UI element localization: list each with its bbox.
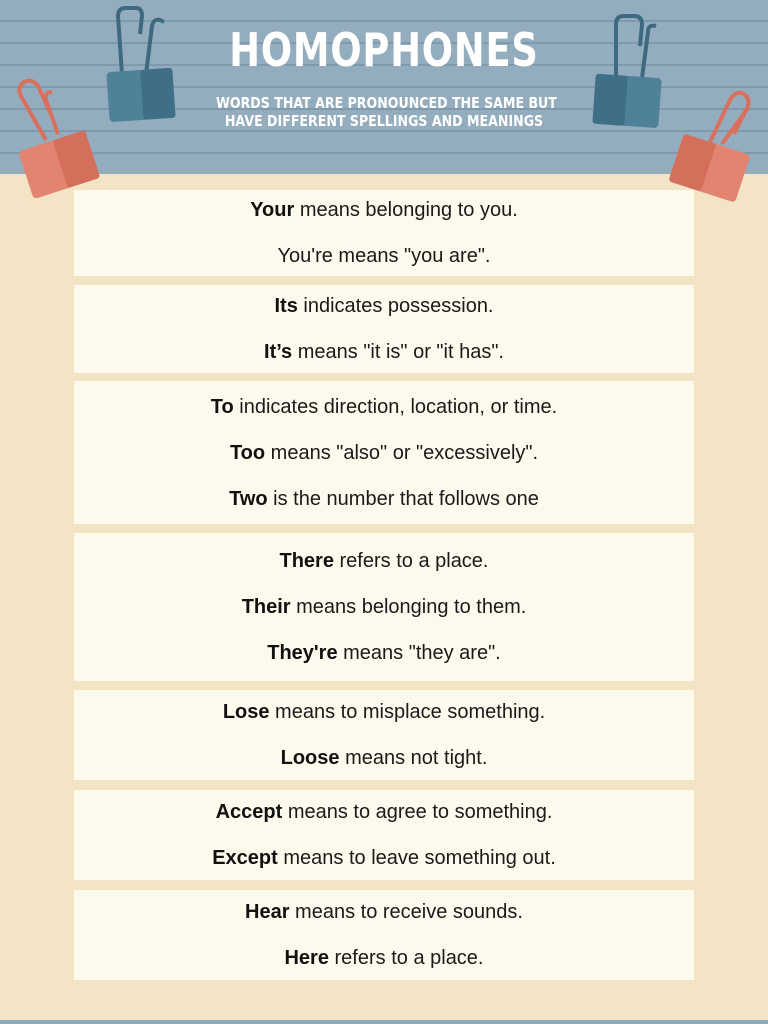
homophone-card-hear-here: [74, 890, 694, 980]
page-subtitle: [216, 94, 557, 130]
term: Your: [250, 199, 295, 221]
definition-line: [74, 689, 694, 735]
definition-line: [74, 329, 694, 375]
term: Its: [274, 295, 298, 317]
term: Loose: [280, 747, 340, 769]
definition-line: [74, 384, 694, 430]
definition-line: [74, 735, 694, 781]
definition-line: [74, 538, 694, 584]
term: They're: [267, 642, 338, 664]
binder-clip-icon: [586, 10, 670, 136]
definition-line: [74, 584, 694, 630]
definition: means to misplace something.: [269, 701, 546, 723]
subtitle-line-2: HAVE DIFFERENT SPELLINGS AND MEANINGS: [224, 112, 544, 130]
term: Too: [229, 441, 266, 464]
definition-line: [74, 233, 694, 279]
definition: means to receive sounds.: [289, 901, 523, 923]
term: Lose: [222, 701, 270, 723]
definition: refers to a place.: [328, 947, 484, 969]
definition-line: [74, 889, 694, 935]
definition-line: [74, 476, 694, 522]
definition: means belonging to you.: [294, 199, 518, 221]
definition: You're means "you are".: [277, 245, 491, 267]
homophone-card-its: [74, 285, 694, 373]
definition: means to leave something out.: [277, 847, 556, 869]
term: There: [279, 550, 334, 572]
homophone-card-accept-except: [74, 790, 694, 880]
term: Their: [241, 596, 291, 618]
definition-line: [74, 430, 694, 476]
definition: means "they are".: [337, 642, 501, 664]
definition: means "also" or "excessively".: [265, 441, 539, 464]
term: Accept: [215, 801, 283, 823]
definition-line: [74, 789, 694, 835]
subtitle-line-1: WORDS THAT ARE PRONOUNCED THE SAME BUT: [216, 94, 557, 112]
term: Here: [284, 947, 329, 969]
definition-line: [74, 283, 694, 329]
binder-clip-icon: [100, 4, 184, 130]
definition: means not tight.: [339, 747, 488, 769]
term: Except: [212, 847, 278, 869]
definition-line: [74, 187, 694, 233]
definition: indicates direction, location, or time.: [233, 395, 558, 418]
bottom-border: [0, 1020, 768, 1024]
definition: indicates possession.: [297, 295, 494, 317]
definition: is the number that follows one: [267, 487, 539, 510]
homophone-card-your-youre: [74, 190, 694, 276]
term: To: [210, 395, 234, 418]
definition-line: [74, 935, 694, 981]
definition-line: [74, 835, 694, 881]
term: Two: [229, 487, 268, 510]
binder-clip-icon: [6, 72, 106, 198]
page-title: HOMOPHONES: [229, 23, 539, 77]
term: It’s: [264, 341, 293, 363]
definition: refers to a place.: [333, 550, 489, 572]
definition-line: [74, 630, 694, 676]
homophone-card-to-too-two: [74, 381, 694, 524]
homophone-card-there-their-theyre: [74, 533, 694, 681]
definition: means "it is" or "it has".: [292, 341, 504, 363]
definition: means to agree to something.: [282, 801, 553, 823]
term: Hear: [245, 901, 290, 923]
homophone-card-lose-loose: [74, 690, 694, 780]
binder-clip-icon: [664, 78, 764, 204]
definition: means belonging to them.: [290, 596, 527, 618]
